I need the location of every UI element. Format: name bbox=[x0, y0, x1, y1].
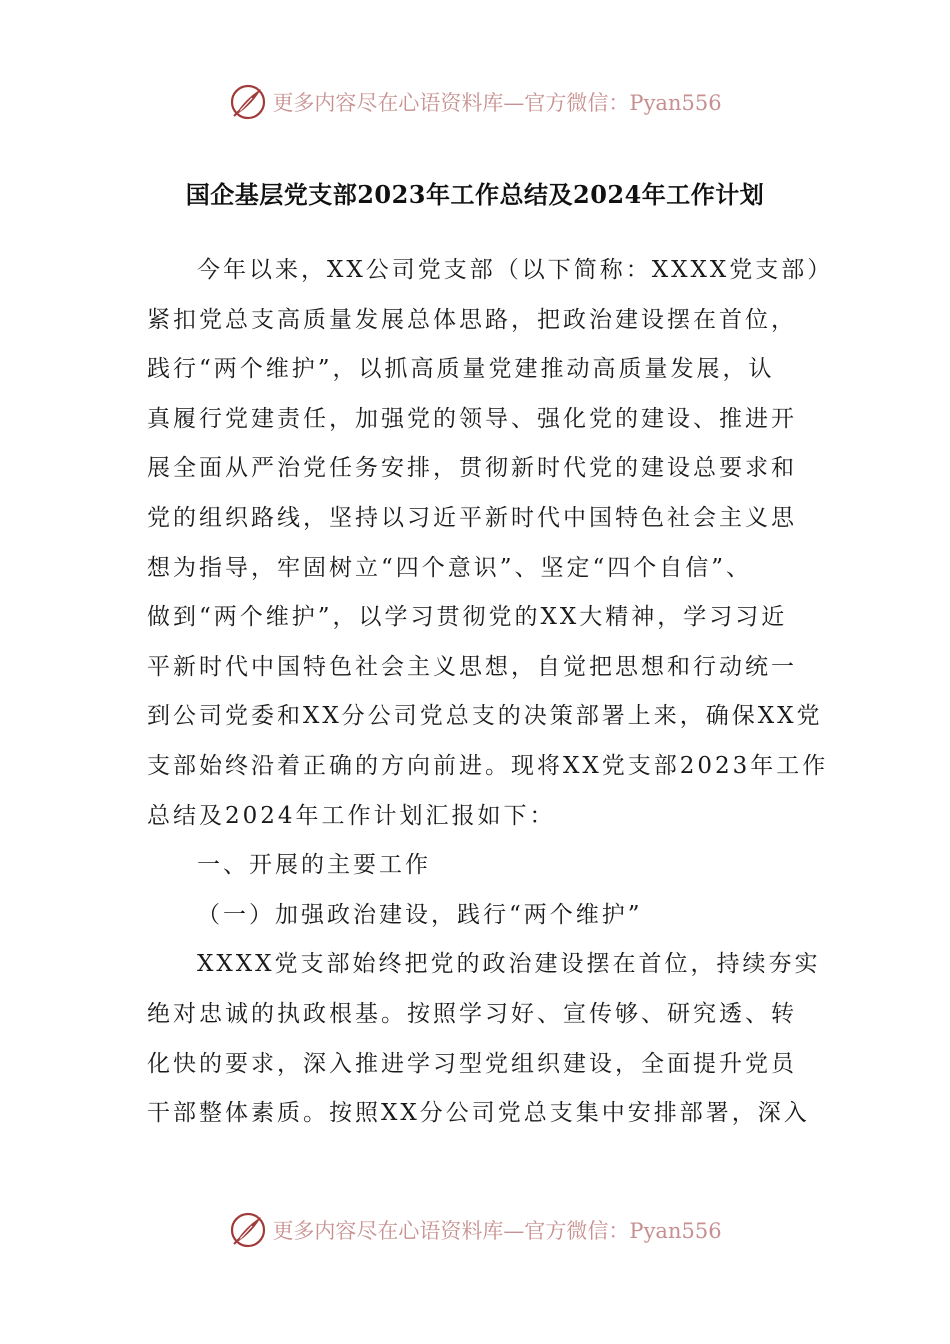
paragraph-line: 真履行党建责任，加强党的领导、强化党的建设、推进开 bbox=[147, 405, 797, 432]
document-body bbox=[147, 246, 834, 1139]
paragraph-line: 做到“两个维护”，以学习贯彻党的XX大精神，学习习近 bbox=[147, 604, 788, 631]
watermark-text: 更多内容尽在心语资料库—官方微信：Pyan556 bbox=[272, 1219, 722, 1243]
paragraph-line: 践行“两个维护”，以抓高质量党建推动高质量发展，认 bbox=[147, 356, 775, 383]
subsection-heading: （一）加强政治建设，践行“两个维护” bbox=[197, 901, 643, 928]
watermark-banner-top bbox=[0, 80, 950, 124]
document-title: 国企基层党支部2023年工作总结及2024年工作计划 bbox=[185, 180, 765, 209]
paragraph-line: 到公司党委和XX分公司党总支的决策部署上来，确保XX党 bbox=[147, 703, 823, 730]
paragraph-line: 总结及2024年工作计划汇报如下： bbox=[147, 802, 556, 829]
paragraph-line: XXXX党支部始终把党的政治建设摆在首位，持续夯实 bbox=[197, 951, 821, 978]
paragraph-line: 干部整体素质。按照XX分公司党总支集中安排部署，深入 bbox=[147, 1100, 810, 1127]
quill-logo-icon bbox=[228, 82, 268, 122]
paragraph-line: 今年以来，XX公司党支部（以下简称：XXXX党支部） bbox=[197, 257, 834, 283]
paragraph-line: 支部始终沿着正确的方向前进。现将XX党支部2023年工作 bbox=[147, 752, 829, 779]
paragraph-line: 绝对忠诚的执政根基。按照学习好、宣传够、研究透、转 bbox=[147, 1000, 797, 1027]
watermark-banner-bottom bbox=[0, 1208, 950, 1252]
paragraph-line: 平新时代中国特色社会主义思想，自觉把思想和行动统一 bbox=[147, 653, 797, 680]
paragraph-line: 化快的要求，深入推进学习型党组织建设，全面提升党员 bbox=[147, 1050, 797, 1077]
section-heading: 一、开展的主要工作 bbox=[197, 852, 431, 879]
paragraph-line: 展全面从严治党任务安排，贯彻新时代党的建设总要求和 bbox=[147, 455, 797, 482]
paragraph-line: 想为指导，牢固树立“四个意识”、坚定“四个自信”、 bbox=[147, 554, 753, 581]
watermark-text: 更多内容尽在心语资料库—官方微信：Pyan556 bbox=[272, 91, 722, 115]
paragraph-line: 党的组织路线，坚持以习近平新时代中国特色社会主义思 bbox=[147, 504, 797, 531]
paragraph-line: 紧扣党总支高质量发展总体思路，把政治建设摆在首位， bbox=[147, 306, 797, 333]
quill-logo-icon bbox=[228, 1210, 268, 1250]
